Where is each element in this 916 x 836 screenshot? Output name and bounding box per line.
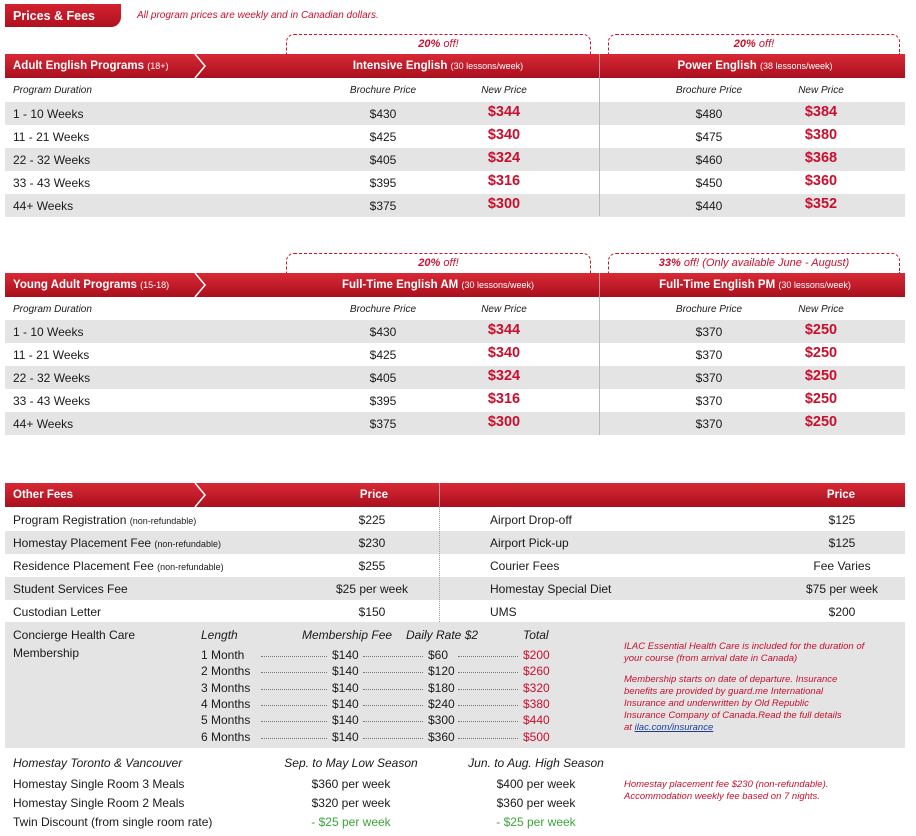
- health-label-line2: Membership: [13, 646, 80, 660]
- fee-name-left: Residence Placement Fee (non-refundable): [13, 559, 224, 573]
- duration-cell: 11 - 21 Weeks: [13, 348, 90, 362]
- health-label-line1: Concierge Health Care: [13, 628, 136, 642]
- brochure-price-a: $395: [369, 394, 397, 408]
- column-divider: [599, 297, 600, 435]
- health-length: 5 Months: [201, 713, 251, 728]
- brochure-price-b: $480: [695, 107, 723, 121]
- leader-dots: [363, 672, 423, 673]
- health-col-total: Total: [523, 628, 549, 642]
- fee-row: [5, 600, 905, 623]
- health-daily: $180: [428, 680, 455, 695]
- brochure-price-b: $450: [695, 176, 723, 190]
- leader-dots: [261, 721, 327, 722]
- column-divider: [599, 78, 600, 216]
- table-row: [5, 412, 905, 435]
- health-length: 4 Months: [201, 696, 251, 711]
- leader-dots: [363, 689, 423, 690]
- health-col-length: Length: [201, 628, 238, 642]
- brochure-price-a: $375: [369, 417, 397, 431]
- brochure-price-b: $370: [695, 394, 723, 408]
- fee-row: [5, 554, 905, 577]
- duration-cell: 44+ Weeks: [13, 199, 74, 213]
- health-daily: $360: [428, 729, 455, 744]
- new-price-b: $250: [804, 322, 838, 338]
- col-new-a: New Price: [481, 85, 527, 96]
- fee-price-right: Fee Varies: [813, 559, 871, 573]
- discount-pct: 20%: [418, 38, 441, 50]
- brochure-price-b: $460: [695, 153, 723, 167]
- health-daily: $300: [428, 713, 455, 728]
- adult-column-headers: [5, 80, 905, 102]
- bar-divider: [599, 273, 600, 297]
- fee-name-right: Airport Drop-off: [490, 513, 572, 527]
- leader-dots: [261, 656, 327, 657]
- fee-price-right: $200: [828, 605, 856, 619]
- table-row: [5, 343, 905, 366]
- discount-text: off!: [758, 38, 775, 50]
- chevron-right-icon: [193, 54, 211, 78]
- young-section-title: Young Adult Programs (15-18): [13, 279, 170, 291]
- homestay-high-price: - $25 per week: [496, 815, 576, 829]
- insurance-link[interactable]: ilac.com/insurance: [634, 722, 714, 733]
- column-divider: [439, 507, 440, 622]
- young-header-bar: [5, 273, 905, 297]
- leader-dots: [261, 738, 327, 739]
- health-length: 3 Months: [201, 680, 251, 695]
- new-price-b: $384: [804, 104, 838, 120]
- duration-cell: 44+ Weeks: [13, 417, 74, 431]
- homestay-high-price: $400 per week: [496, 777, 576, 791]
- new-price-a: $340: [487, 127, 521, 143]
- homestay-item-name: Homestay Single Room 3 Meals: [13, 777, 185, 791]
- leader-dots: [458, 705, 518, 706]
- duration-cell: 1 - 10 Weeks: [13, 107, 84, 121]
- new-price-a: $300: [487, 196, 521, 212]
- leader-dots: [363, 738, 423, 739]
- health-note-membership: Membership starts on date of departure. Insurance benefits are provided by guard.me International Insurance and underwritten by Old Republic Insurance Company of Canada.Read the full details at ilac.com/insurance: [624, 674, 842, 733]
- duration-cell: 22 - 32 Weeks: [13, 153, 91, 167]
- discount-pct: 33%: [658, 257, 681, 269]
- new-price-b: $368: [804, 150, 838, 166]
- adult-discount-b: [608, 34, 900, 54]
- homestay-high-price: $360 per week: [496, 796, 576, 810]
- other-fees-title: Other Fees: [13, 489, 74, 501]
- new-price-a: $316: [487, 173, 521, 189]
- new-price-b: $380: [804, 127, 838, 143]
- new-price-b: $250: [804, 391, 838, 407]
- new-price-a: $340: [487, 345, 521, 361]
- bar-divider: [599, 54, 600, 78]
- duration-cell: 22 - 32 Weeks: [13, 371, 91, 385]
- fee-price-left: $255: [358, 559, 386, 573]
- health-total: $200: [523, 648, 550, 662]
- other-price-left-header: Price: [359, 489, 389, 501]
- discount-pct: 20%: [418, 257, 441, 269]
- fee-price-left: $25 per week: [335, 582, 409, 596]
- new-price-b: $250: [804, 345, 838, 361]
- new-price-a: $344: [487, 322, 521, 338]
- homestay-item-name: Twin Discount (from single room rate): [13, 815, 213, 829]
- new-price-b: $352: [804, 196, 838, 212]
- fee-price-left: $225: [358, 513, 386, 527]
- fee-qualifier: (non-refundable): [157, 562, 224, 572]
- fee-name-left: Homestay Placement Fee (non-refundable): [13, 536, 221, 550]
- health-fee: $140: [332, 648, 359, 662]
- leader-dots: [363, 721, 423, 722]
- young-program-a-title: Full-Time English AM (30 lessons/week): [341, 279, 535, 291]
- brochure-price-b: $370: [695, 325, 723, 339]
- brochure-price-a: $430: [369, 325, 397, 339]
- fee-name-right: Courier Fees: [490, 559, 560, 573]
- discount-pct: 20%: [733, 38, 756, 50]
- other-fees-header-bar: [5, 483, 905, 507]
- discount-text: off!: [443, 38, 459, 50]
- table-row: [5, 389, 905, 412]
- brochure-price-a: $375: [369, 199, 397, 213]
- chevron-right-icon: [193, 483, 211, 507]
- fee-qualifier: (non-refundable): [129, 516, 197, 526]
- fee-row: [5, 577, 905, 600]
- brochure-price-a: $425: [369, 130, 397, 144]
- health-fee: $140: [332, 664, 359, 679]
- health-note-essential: ILAC Essential Health Care is included for the duration of your course (from arrival date in Canada): [624, 641, 865, 664]
- adult-discount-a: [286, 34, 591, 54]
- leader-dots: [458, 672, 518, 673]
- adult-program-b-title: Power English (38 lessons/week): [677, 60, 833, 72]
- leader-dots: [261, 689, 327, 690]
- young-program-b-title: Full-Time English PM (30 lessons/week): [659, 279, 851, 291]
- duration-cell: 33 - 43 Weeks: [13, 176, 91, 190]
- fee-price-left: $230: [358, 536, 386, 550]
- fee-name-left: Student Services Fee: [13, 582, 128, 596]
- col-new-a: New Price: [481, 304, 527, 315]
- adult-program-a-title: Intensive English (30 lessons/week): [352, 60, 524, 72]
- young-discount-b: [608, 253, 900, 273]
- new-price-b: $250: [804, 368, 838, 384]
- health-total: $380: [523, 696, 550, 711]
- col-brochure-a: Brochure Price: [349, 304, 417, 315]
- brochure-price-b: $475: [695, 130, 723, 144]
- chevron-right-icon: [193, 273, 211, 297]
- fee-price-right: $75 per week: [805, 582, 879, 596]
- discount-text: off!: [443, 257, 459, 269]
- health-length: 1 Month: [201, 648, 245, 662]
- adult-section-title: Adult English Programs (18+): [13, 60, 169, 72]
- health-daily: $120: [428, 664, 455, 679]
- new-price-a: $300: [487, 414, 521, 430]
- leader-dots: [458, 689, 518, 690]
- fee-name-right: UMS: [490, 605, 517, 619]
- leader-dots: [261, 672, 327, 673]
- homestay-low-price: $320 per week: [311, 796, 391, 810]
- leader-dots: [458, 721, 518, 722]
- fee-name-left: Custodian Letter: [13, 605, 102, 619]
- table-row: [5, 102, 905, 125]
- homestay-low-season: Sep. to May Low Season: [284, 756, 418, 770]
- bar-divider: [439, 483, 440, 507]
- table-row: [5, 366, 905, 389]
- homestay-high-season: Jun. to Aug. High Season: [468, 756, 604, 770]
- health-daily: $240: [428, 696, 455, 711]
- leader-dots: [261, 705, 327, 706]
- table-row: [5, 194, 905, 217]
- table-row: [5, 320, 905, 343]
- health-col-fee: Membership Fee: [302, 628, 393, 642]
- brochure-price-b: $370: [695, 348, 723, 362]
- col-brochure-a: Brochure Price: [349, 85, 417, 96]
- leader-dots: [363, 656, 423, 657]
- fee-qualifier: (non-refundable): [154, 539, 221, 549]
- col-new-b: New Price: [798, 304, 844, 315]
- homestay-title: Homestay Toronto & Vancouver: [13, 756, 183, 770]
- health-fee: $140: [332, 713, 359, 728]
- adult-header-bar: [5, 54, 905, 78]
- table-row: [5, 148, 905, 171]
- fee-name-right: Airport Pick-up: [490, 536, 569, 550]
- health-total: $320: [523, 680, 550, 695]
- duration-cell: 11 - 21 Weeks: [13, 130, 90, 144]
- new-price-b: $250: [804, 414, 838, 430]
- page-title: Prices & Fees: [5, 4, 121, 27]
- new-price-a: $344: [487, 104, 521, 120]
- health-col-daily: Daily Rate $2: [406, 628, 479, 642]
- fee-row: [5, 508, 905, 531]
- health-care-block: [5, 622, 905, 748]
- brochure-price-b: $370: [695, 371, 723, 385]
- health-fee: $140: [332, 680, 359, 695]
- col-new-b: New Price: [798, 85, 844, 96]
- duration-cell: 33 - 43 Weeks: [13, 394, 91, 408]
- health-total: $260: [523, 664, 550, 679]
- col-duration: Program Duration: [13, 85, 92, 96]
- new-price-a: $324: [487, 368, 521, 384]
- leader-dots: [458, 656, 518, 657]
- fee-price-left: $150: [358, 605, 386, 619]
- brochure-price-a: $405: [369, 153, 397, 167]
- health-fee: $140: [332, 729, 359, 744]
- brochure-price-a: $395: [369, 176, 397, 190]
- duration-cell: 1 - 10 Weeks: [13, 325, 84, 339]
- fee-name-left: Program Registration (non-refundable): [13, 513, 197, 527]
- table-row: [5, 125, 905, 148]
- brochure-price-a: $425: [369, 348, 397, 362]
- col-duration: Program Duration: [13, 304, 92, 315]
- leader-dots: [363, 705, 423, 706]
- fee-name-right: Homestay Special Diet: [490, 582, 612, 596]
- health-length: 6 Months: [201, 729, 251, 744]
- brochure-price-a: $405: [369, 371, 397, 385]
- homestay-low-price: $360 per week: [311, 777, 391, 791]
- health-daily: $60: [428, 648, 449, 662]
- fee-row: [5, 531, 905, 554]
- homestay-note: Homestay placement fee $230 (non-refundable). Accommodation weekly fee based on 7 nights.: [624, 779, 829, 802]
- health-total: $500: [523, 729, 550, 744]
- homestay-low-price: - $25 per week: [311, 815, 391, 829]
- discount-text: off! (Only available June - August): [683, 257, 850, 269]
- new-price-a: $316: [487, 391, 521, 407]
- fee-price-right: $125: [828, 513, 856, 527]
- new-price-b: $360: [804, 173, 838, 189]
- young-column-headers: [5, 299, 905, 321]
- young-discount-a: [286, 253, 591, 273]
- leader-dots: [458, 738, 518, 739]
- table-row: [5, 171, 905, 194]
- brochure-price-a: $430: [369, 107, 397, 121]
- col-brochure-b: Brochure Price: [675, 85, 743, 96]
- brochure-price-b: $440: [695, 199, 723, 213]
- currency-note: All program prices are weekly and in Canadian dollars.: [137, 10, 379, 21]
- col-brochure-b: Brochure Price: [675, 304, 743, 315]
- health-length: 2 Months: [201, 664, 251, 679]
- homestay-item-name: Homestay Single Room 2 Meals: [13, 796, 185, 810]
- brochure-price-b: $370: [695, 417, 723, 431]
- health-total: $440: [523, 713, 550, 728]
- new-price-a: $324: [487, 150, 521, 166]
- other-price-right-header: Price: [826, 489, 856, 501]
- fee-price-right: $125: [828, 536, 856, 550]
- health-fee: $140: [332, 696, 359, 711]
